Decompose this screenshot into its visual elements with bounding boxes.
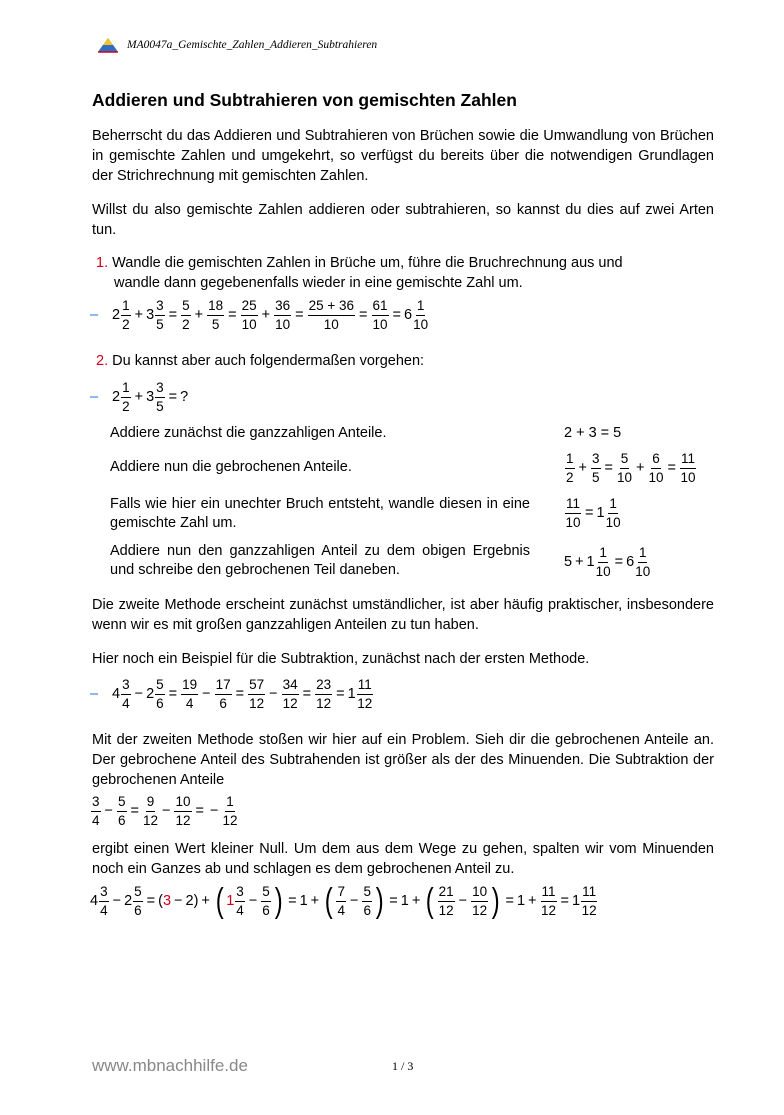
footer-page-number: 1 / 3 <box>392 1059 414 1073</box>
paragraph-subtraction-intro: Hier noch ein Beispiel für die Subtraktion, zunächst nach der ersten Methode. <box>92 651 590 667</box>
file-name: MA0047a_Gemischte_Zahlen_Addieren_Subtrahieren <box>127 39 378 51</box>
method-1-number: 1. <box>96 255 109 271</box>
step-text: Addiere nun den ganzzahligen Anteil zu dem obigen Ergebnis und schreibe den gebrochenen Teil daneben. <box>110 543 530 578</box>
equation-addition-method2: – 2 1 2 + 3 $\frac{3}{5}$ = ? <box>90 380 189 414</box>
step-equation: 1 2 + $\frac{3}{5}$ = $\frac{5}{10}$ + $\frac{6}{10}$ = $\frac{11}{10}$ <box>566 451 696 485</box>
method-1-text-line1: Wandle die gemischten Zahlen in Brüche um, führe die Bruchrechnung aus und <box>112 255 623 271</box>
step-equation: $\frac{11}{10}$ = 1 1 10 <box>565 496 621 530</box>
footer-website: www.mbnachhilfe.de <box>92 1056 248 1075</box>
paragraph-result: ergibt einen Wert kleiner Null. Um dem aus dem Wege zu gehen, spalten wir vom Minuenden noch ein Ganzes ab und schlagen es dem gebrochenen Anteil zu. <box>92 841 714 877</box>
step-text: Falls wie hier ein unechter Bruch entsteht, wandle diesen in eine gemischte Zahl um. <box>110 496 530 531</box>
page-title: Addieren und Subtrahieren von gemischten Zahlen <box>92 90 517 110</box>
equation-fraction-difference: 3 4 − $\frac{5}{6}$ = $\frac{9}{12}$ − $\frac{10}{12}$ = − $\frac{1}{12}$ <box>92 794 238 828</box>
method-1 <box>96 253 714 293</box>
logo-icon <box>97 37 119 53</box>
step-text: Addiere nun die gebrochenen Anteile. <box>110 459 352 475</box>
header <box>97 37 377 53</box>
step-equation: 5 + 1 $\frac{1}{10}$ = 6 1 10 <box>564 545 651 579</box>
paragraph-compare: Die zweite Methode erscheint zunächst umständlicher, ist aber häufig praktischer, insbesondere wenn wir es mit großen ganzzahligen Anteilen zu tun haben. <box>92 597 714 633</box>
method-2-number: 2. <box>96 353 109 369</box>
step-text: Addiere zunächst die ganzzahligen Anteile. <box>110 425 387 441</box>
equation-addition-method1: – 2 1 2 + 3 $\frac{3}{5}$ = $\frac{5}{2}$ + $\frac{18}{5}$ = $\frac{25}{10}$ + $\frac{36}{10}$ = $\frac{25 + 36}{10}$ = $\frac{61}{10}$ = 6 1 10 <box>90 298 429 332</box>
intro-paragraph: Beherrscht du das Addieren und Subtrahieren von Brüchen sowie die Umwandlung von Brüchen in gemischte Zahlen und umgekehrt, so verfügst du bereits über die notwendigen Grundlagen der Strichrechnung mit gemischten Zahlen. <box>92 128 714 184</box>
intro-paragraph-2: Willst du also gemischte Zahlen addieren oder subtrahieren, so kannst du dies auf zwei Arten tun. <box>92 202 714 238</box>
step-equation: 2 + 3 = 5 <box>564 425 622 441</box>
method-2-text: Du kannst aber auch folgendermaßen vorgehen: <box>112 353 425 369</box>
method-2 <box>96 351 714 371</box>
equation-subtraction-method1: – 4 3 4 − 2 $\frac{5}{6}$ = $\frac{19}{4}$ − $\frac{17}{6}$ = $\frac{57}{12}$ − $\frac{34}{12}$ = $\frac{23}{12}$ = 1 11 12 <box>90 677 373 711</box>
method-1-text-line2: wandle dann gegebenenfalls wieder in eine gemischte Zahl um. <box>114 275 523 291</box>
equation-subtraction-method2: 4 3 4 − 2 $\frac{5}{6}$ = ( 3 − 2) + ( 1 3 4 − $\frac{5}{6}$ ) = 1 + ( 7 4 − $\frac{5}{6}$ ) = 1 + ( 21 12 − $\frac{10}{12}$ ) = 1 + $\frac{11}{12}$ = 1 11 12 <box>90 882 597 920</box>
paragraph-problem: Mit der zweiten Methode stoßen wir hier auf ein Problem. Sieh dir die gebrochenen Anteile an. Der gebrochene Anteil des Subtrahenden ist größer als der des Minuenden. Die Subtraktion der gebrochenen Anteile <box>92 732 714 788</box>
